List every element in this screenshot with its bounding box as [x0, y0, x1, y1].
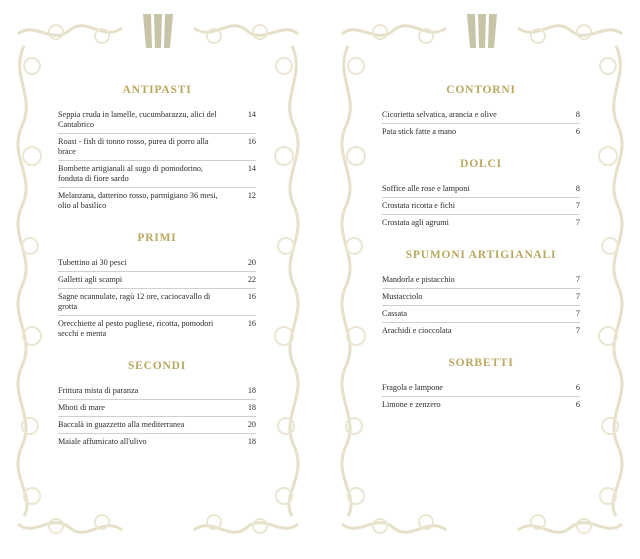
menu-item-price: 16	[247, 137, 256, 146]
menu-item	[58, 400, 256, 417]
menu-item-price: 7	[575, 218, 580, 227]
menu-item-name: Melanzana, datterino rosso, parmigiano 36 mesi, olio al basilico	[58, 191, 218, 210]
menu-item	[58, 417, 256, 434]
menu-item-name: Cassata	[382, 309, 408, 318]
menu-item-name: Galletti agli scampi	[58, 275, 123, 284]
menu-item-price: 18	[247, 437, 256, 446]
menu-item	[382, 198, 580, 215]
menu-item	[382, 272, 580, 289]
menu-page-left	[6, 6, 310, 552]
menu-item	[58, 289, 256, 316]
menu-item-name: Arachidi e cioccolata	[382, 326, 452, 335]
menu-section	[58, 226, 256, 342]
menu-item-price: 7	[575, 292, 580, 301]
menu-item-price: 14	[247, 110, 256, 119]
menu-item-price: 18	[247, 386, 256, 395]
menu-item-name: Sagne ncannulate, ragù 12 ore, caciocavallo di grotta	[58, 292, 211, 311]
menu-section	[58, 354, 256, 450]
menu-item	[382, 181, 580, 198]
menu-item-price: 12	[247, 191, 256, 200]
menu-section	[382, 152, 580, 231]
menu-item-price: 22	[247, 275, 256, 284]
menu-item-price: 7	[575, 326, 580, 335]
menu-item	[58, 188, 256, 214]
menu-item-price: 6	[575, 127, 580, 136]
menu-item	[382, 107, 580, 124]
menu-page-right	[330, 6, 634, 552]
menu-item-price: 20	[247, 420, 256, 429]
menu-item-price: 6	[575, 383, 580, 392]
menu-item-name: Soffice alle rose e lamponi	[382, 184, 470, 193]
menu-item-price: 7	[575, 201, 580, 210]
menu-item	[382, 215, 580, 231]
menu-item-name: Bombette artigianali al sugo di pomodorino, fonduta di fiore sardo	[58, 164, 204, 183]
menu-item-price: 7	[575, 309, 580, 318]
menu-item-price: 14	[247, 164, 256, 173]
menu-item	[58, 255, 256, 272]
menu-section	[382, 78, 580, 140]
menu-item	[58, 134, 256, 161]
menu-item-name: Orecchiette al pesto pugliese, ricotta, pomodori secchi e menta	[58, 319, 214, 338]
section-title: ANTIPASTI	[122, 84, 192, 96]
menu-item-name: Mandorla e pistacchio	[382, 275, 455, 284]
menu-item-name: Baccalà in guazzetto alla mediterranea	[58, 420, 185, 429]
menu-item-price: 16	[247, 319, 256, 328]
menu-item-name: Cicorietta selvatica, arancia e olive	[382, 110, 497, 119]
section-title: SECONDI	[127, 360, 186, 372]
menu-item-name: Maiale affumicato all'ulivo	[58, 437, 147, 446]
section-title: PRIMI	[137, 232, 177, 244]
menu-item-name: Crostata agli agrumi	[382, 218, 449, 227]
trapezoid-bars-logo-icon	[143, 14, 173, 48]
menu-item	[58, 272, 256, 289]
menu-item-name: Mboti di mare	[58, 403, 105, 412]
menu-item-price: 20	[247, 258, 256, 267]
menu-section	[382, 351, 580, 413]
menu-item-price: 6	[575, 400, 580, 409]
menu-item	[382, 323, 580, 339]
trapezoid-bars-logo-icon	[467, 14, 497, 48]
section-title: SORBETTI	[448, 357, 514, 369]
menu-item	[382, 289, 580, 306]
menu-item-name: Limone e zenzero	[382, 400, 441, 409]
section-title: SPUMONI ARTIGIANALI	[405, 249, 557, 261]
menu-item-name: Pata stick fatte a mano	[382, 127, 457, 136]
menu-item-price: 7	[575, 275, 580, 284]
menu-item-price: 8	[575, 110, 580, 119]
menu-item	[382, 124, 580, 140]
menu-item-name: Tubettino ai 30 pesci	[58, 258, 127, 267]
menu-item-name: Roast - fish di tonno rosso, purea di porro alla brace	[58, 137, 209, 156]
menu-section	[382, 243, 580, 339]
menu-item	[382, 397, 580, 413]
menu-item-name: Seppia cruda in lamelle, cucumbarazzu, alici del Cantabrico	[58, 110, 217, 129]
menu-item-name: Mustacciolo	[382, 292, 423, 301]
menu-item-price: 16	[247, 292, 256, 301]
menu-item-name: Fragola e lampone	[382, 383, 443, 392]
menu-item-name: Frittura mista di paranza	[58, 386, 139, 395]
menu-item	[58, 161, 256, 188]
menu-content-left	[58, 78, 256, 462]
menu-item-name: Crostata ricotta e fichi	[382, 201, 455, 210]
menu-content-right	[382, 78, 580, 425]
menu-item	[382, 306, 580, 323]
menu-item	[58, 434, 256, 450]
menu-item	[58, 383, 256, 400]
menu-item	[382, 380, 580, 397]
menu-item-price: 8	[575, 184, 580, 193]
menu-item-price: 18	[247, 403, 256, 412]
section-title: DOLCI	[460, 158, 502, 170]
menu-section	[58, 78, 256, 214]
menu-item	[58, 316, 256, 342]
section-title: CONTORNI	[446, 84, 516, 96]
menu-item	[58, 107, 256, 134]
